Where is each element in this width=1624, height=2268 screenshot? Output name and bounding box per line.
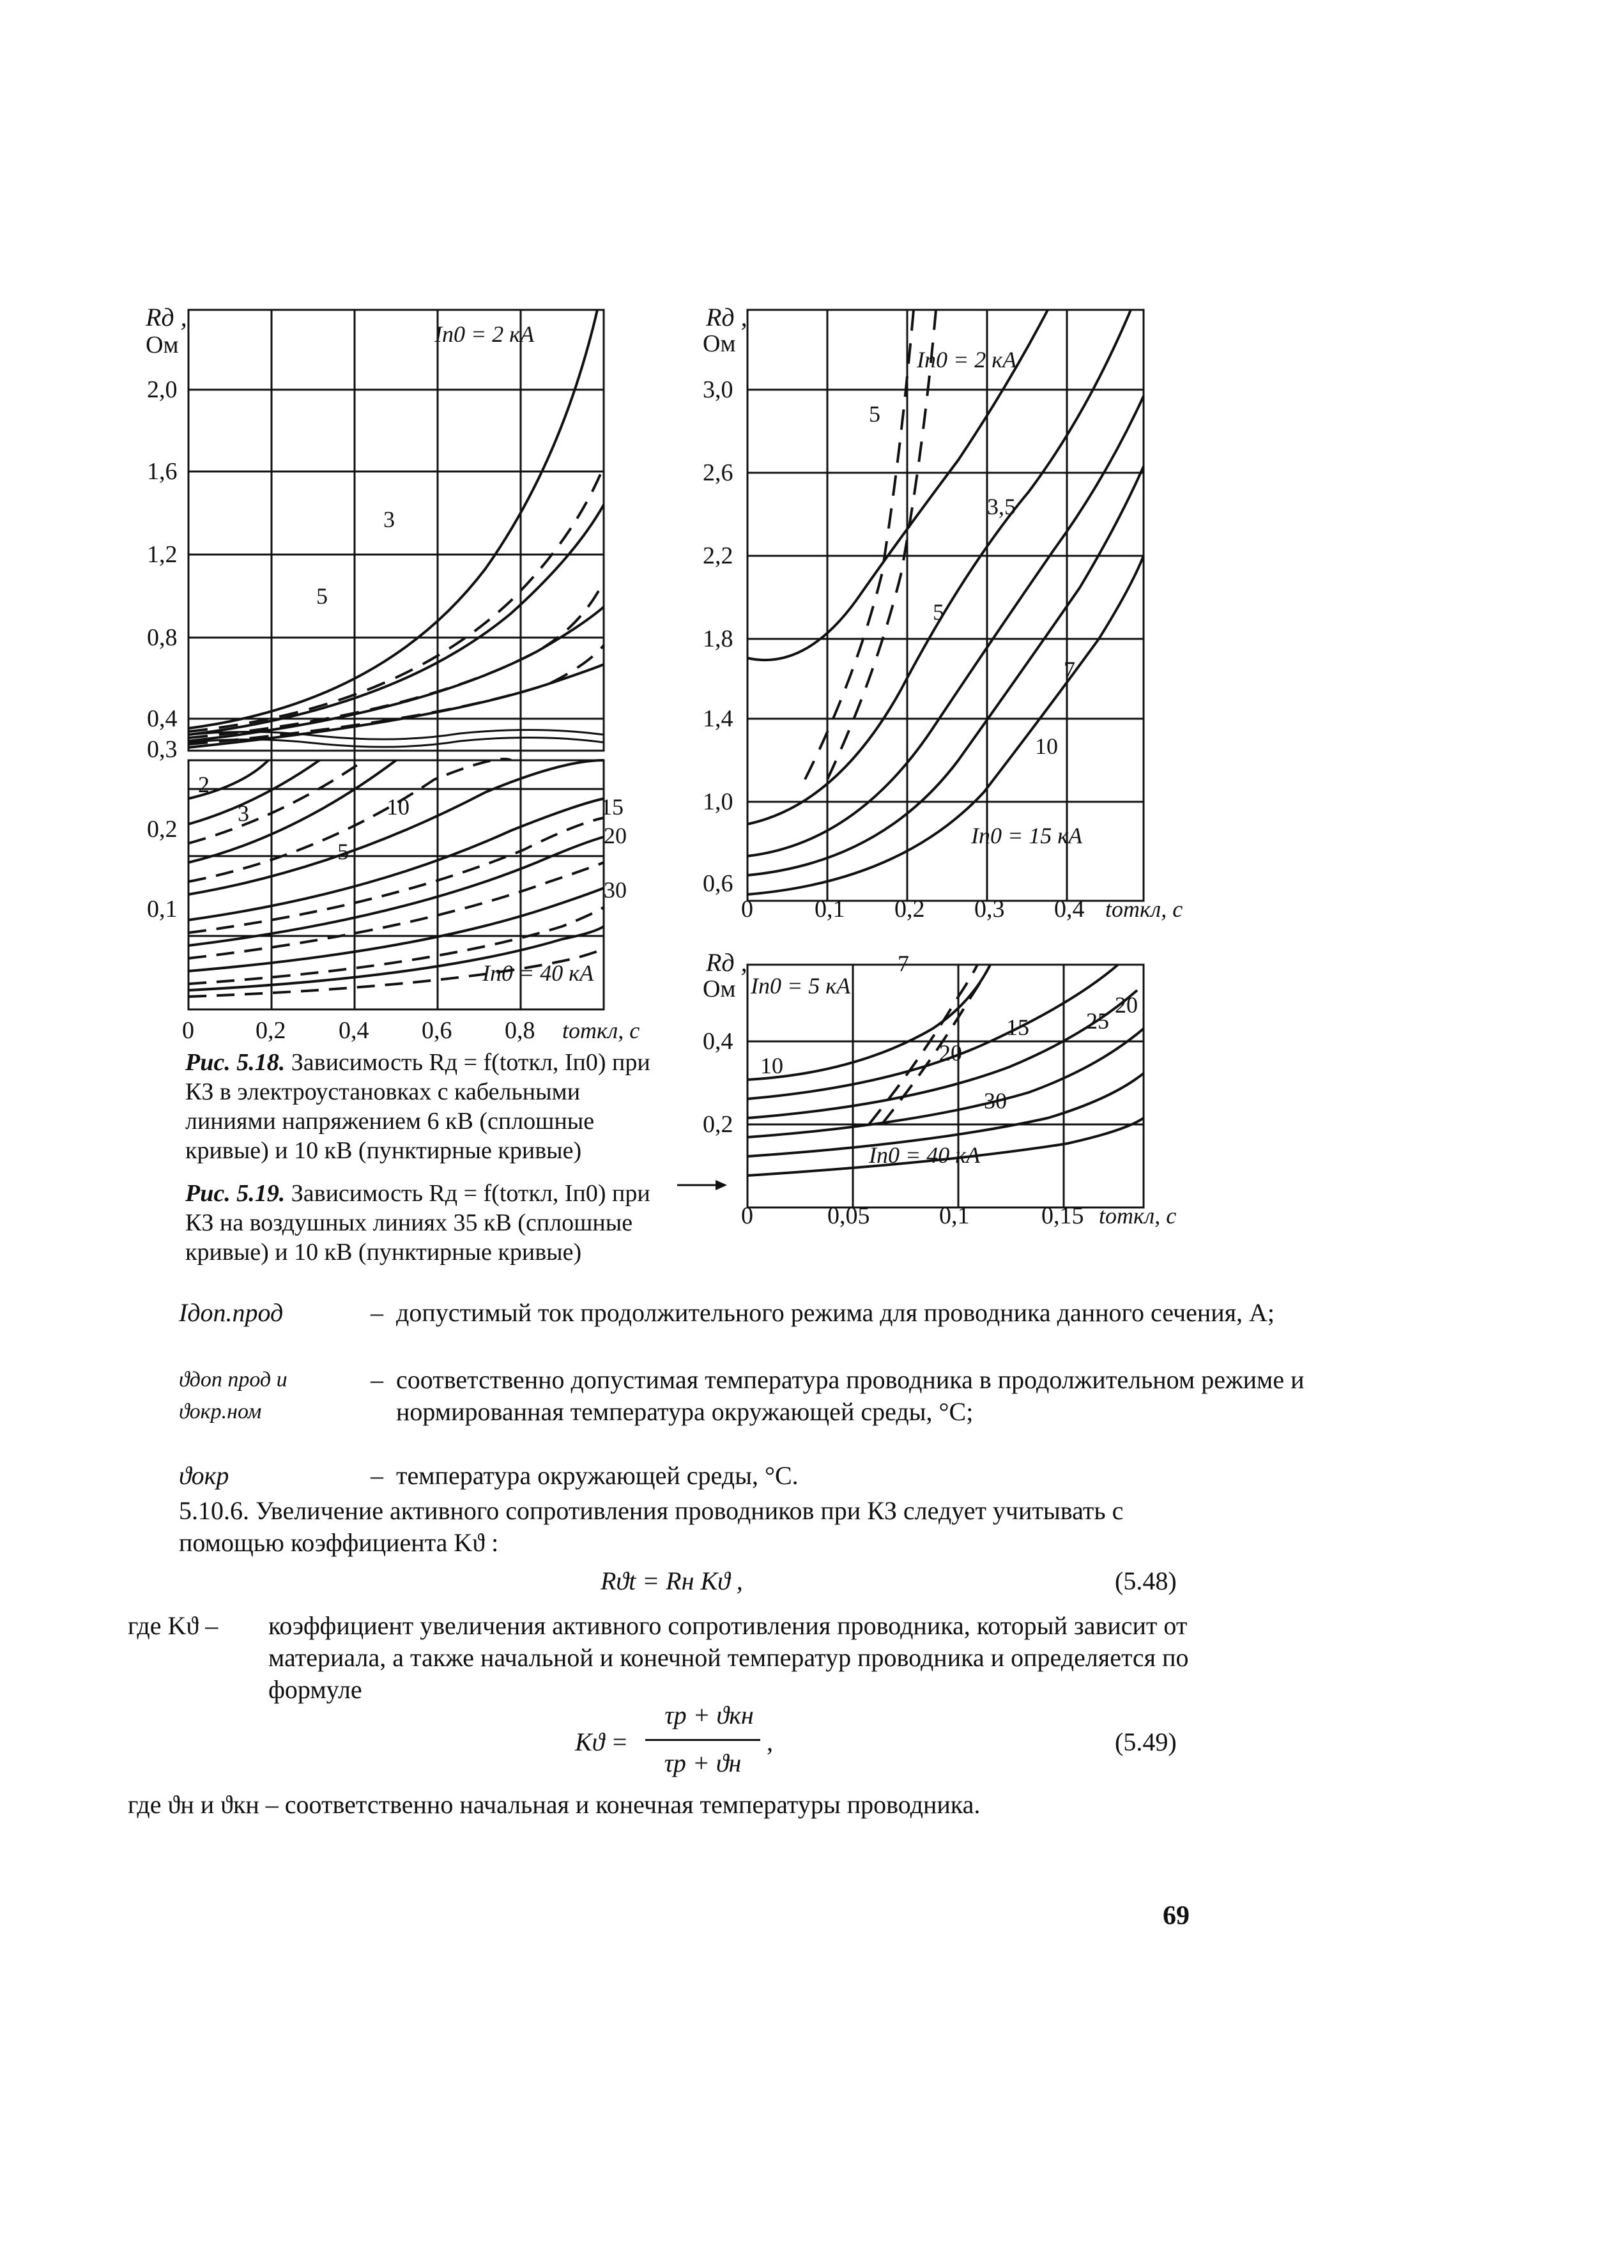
where-theta: где ϑн и ϑкн – соответственно начальная и конечная температуры проводника. <box>128 1790 981 1819</box>
fig518-xtick: 0,4 <box>339 1017 369 1044</box>
fig518-xtick: 0,2 <box>256 1017 286 1044</box>
fig519-lower-xtick: 0,05 <box>827 1202 870 1229</box>
equation-5-48: Rϑt = Rн Kϑ , <box>601 1567 743 1595</box>
fig518-label-5: 5 <box>316 583 328 609</box>
fig518-ytick: 0,3 <box>147 736 178 763</box>
fig518-label-30: 30 <box>604 877 627 903</box>
definition-dash: – <box>371 1298 383 1327</box>
fig519-lower-label-ipo5: Iп0 = 5 кА <box>751 973 851 999</box>
fig519-lower-label-30: 30 <box>984 1088 1007 1114</box>
fig518-label-3: 3 <box>383 507 395 532</box>
definition-row <box>179 1460 1380 1492</box>
fig518-y-label: Rд , <box>146 303 187 332</box>
fig519-lower-y-label: Rд , <box>706 948 747 977</box>
fig519-upper-dashed <box>805 310 936 779</box>
fig518-caption-head: Рис. 5.18. <box>185 1049 286 1076</box>
fig518-caption <box>185 1048 658 1165</box>
fig519-ytick: 2,2 <box>703 542 733 569</box>
fig519-label-7: 7 <box>1064 657 1075 682</box>
fig518-label-ipo2: Iп0 = 2 кА <box>434 321 535 347</box>
fig519-label-5b: 5 <box>933 599 944 625</box>
definition-dash: – <box>371 1365 383 1394</box>
fig519-xtick: 0 <box>741 896 753 923</box>
fig519-lower-label-15: 15 <box>1006 1015 1029 1040</box>
definition-symbol: Iдоп.прод <box>179 1298 284 1327</box>
fig519-lower-ytick: 0,2 <box>703 1111 733 1138</box>
fig519-y-unit: Ом <box>703 330 736 357</box>
fig519-ytick: 1,4 <box>703 705 733 732</box>
equation-5-49-fraction-bar <box>645 1739 760 1741</box>
fig519-ytick: 2,6 <box>703 459 733 486</box>
fig518-y-unit: Ом <box>146 332 179 358</box>
fig519-lower-xtick: 0 <box>741 1202 753 1229</box>
fig518-xtick: 0 <box>182 1017 194 1044</box>
fig518-xtick: 0,6 <box>422 1017 452 1044</box>
fig519-ytick: 1,8 <box>703 625 733 652</box>
fig518-x-label: tоткл, с <box>562 1018 640 1043</box>
fig518-label-3b: 3 <box>238 801 249 826</box>
page-number: 69 <box>1163 1901 1190 1931</box>
fig519-xtick: 0,4 <box>1054 896 1085 923</box>
fig519-caption-text: Зависимость Rд = f(tоткл, Iп0) при КЗ на воздушных линиях 35 кВ (сплошные кривые) и 10 кВ (пунктирные кривые) <box>185 1180 650 1266</box>
fig519-ytick: 0,6 <box>703 870 733 897</box>
paragraph-5-10-6: 5.10.6. Увеличение активного сопротивления проводников при КЗ следует учитывать с помощью коэффициента Kϑ : <box>179 1496 1124 1557</box>
fig518-ytick: 0,4 <box>147 705 178 732</box>
fig518-ytick: 0,2 <box>147 816 178 843</box>
definition-dash: – <box>371 1461 383 1490</box>
fig519-lower-label-7: 7 <box>898 951 909 976</box>
fig519-lower-xtick: 0,15 <box>1041 1202 1084 1229</box>
fig519-lower-label-20a: 20 <box>939 1040 962 1066</box>
fig518-label-20: 20 <box>604 823 627 848</box>
fig519-y-label: Rд , <box>706 303 747 332</box>
fig519-label-ipo15: Iп0 = 15 кА <box>971 823 1083 848</box>
definition-text: температура окружающей среды, °С. <box>396 1461 799 1490</box>
fig519-upper-x-label: tоткл, с <box>1105 896 1183 922</box>
caption-arrow <box>677 1176 728 1195</box>
fig519-lower-label-20b: 20 <box>1115 992 1138 1018</box>
fig518-label-ipo40: Iп0 = 40 кА <box>482 960 594 986</box>
fig519-xtick: 0,3 <box>974 896 1005 923</box>
figure-5-19 <box>690 294 1201 1246</box>
definition-text: соответственно допустимая температура проводника в продолжительном режиме и нормированная температура окружающей среды, °С; <box>396 1365 1305 1426</box>
fig519-label-3-5: 3,5 <box>987 494 1016 519</box>
definition-text: допустимый ток продолжительного режима для проводника данного сечения, А; <box>396 1298 1275 1327</box>
fig518-label-5b: 5 <box>337 839 349 864</box>
fig519-lower-x-label: tоткл, с <box>1099 1203 1177 1229</box>
fig519-lower-label-25: 25 <box>1086 1008 1109 1034</box>
fig518-ytick: 1,2 <box>147 541 178 568</box>
definition-row <box>179 1364 1380 1460</box>
fig519-label-ipo2: Iп0 = 2 кА <box>917 347 1017 372</box>
equation-5-49-tail: , <box>767 1728 773 1756</box>
fig518-caption-text: Зависимость Rд = f(tоткл, Iп0) при КЗ в электроустановках с кабельными линиями напряжением 6 кВ (сплошные кривые) и 10 кВ (пунктирные кривые) <box>185 1049 650 1164</box>
equation-5-49-denominator: τр + ϑн <box>664 1749 742 1777</box>
fig519-xtick: 0,1 <box>815 896 845 923</box>
fig519-xtick: 0,2 <box>894 896 925 923</box>
fig519-lower-label-ipo40: Iп0 = 40 кА <box>869 1142 981 1168</box>
fig519-lower-y-unit: Ом <box>703 976 736 1002</box>
fig518-upper-grid <box>188 310 604 1009</box>
figure-5-18 <box>128 294 677 1048</box>
fig518-ytick: 2,0 <box>147 376 178 403</box>
equation-5-49-lhs: Kϑ = <box>575 1728 629 1756</box>
fig519-lower-label-10: 10 <box>760 1053 783 1078</box>
fig518-ytick: 1,6 <box>147 458 178 485</box>
definition-row <box>179 1297 1380 1361</box>
fig518-upper-dashed <box>188 466 604 744</box>
fig518-label-10: 10 <box>387 794 410 820</box>
fig518-ytick: 0,8 <box>147 624 178 651</box>
fig519-lower-ytick: 0,4 <box>703 1028 733 1055</box>
equation-5-48-number: (5.48) <box>1115 1567 1177 1595</box>
fig519-ytick: 1,0 <box>703 788 733 815</box>
fig519-ytick: 3,0 <box>703 376 733 403</box>
fig518-ytick: 0,1 <box>147 896 178 923</box>
fig519-upper-grid <box>747 310 1144 901</box>
fig519-upper-curves <box>747 310 1144 894</box>
fig519-caption <box>185 1179 680 1267</box>
definition-symbol: ϑокр <box>179 1461 229 1490</box>
fig519-lower-xtick: 0,1 <box>939 1202 970 1229</box>
equation-5-49-number: (5.49) <box>1115 1728 1177 1756</box>
fig519-label-5a: 5 <box>869 401 880 427</box>
equation-5-49-numerator: τр + ϑкн <box>664 1701 754 1729</box>
fig518-label-2: 2 <box>198 772 210 797</box>
fig518-xtick: 0,8 <box>505 1017 535 1044</box>
fig518-upper-curves <box>188 310 604 747</box>
fig519-label-10: 10 <box>1035 733 1058 759</box>
where-k-text: коэффициент увеличения активного сопротивления проводника, который зависит от материала, а также начальной и конечной температур проводника и определяется по формуле <box>268 1611 1189 1704</box>
fig519-caption-head: Рис. 5.19. <box>185 1180 286 1207</box>
where-k-lead: где Kϑ – <box>128 1611 218 1640</box>
definition-symbol: ϑдоп прод и ϑокр.ном <box>179 1368 287 1423</box>
fig518-label-15: 15 <box>601 794 624 820</box>
